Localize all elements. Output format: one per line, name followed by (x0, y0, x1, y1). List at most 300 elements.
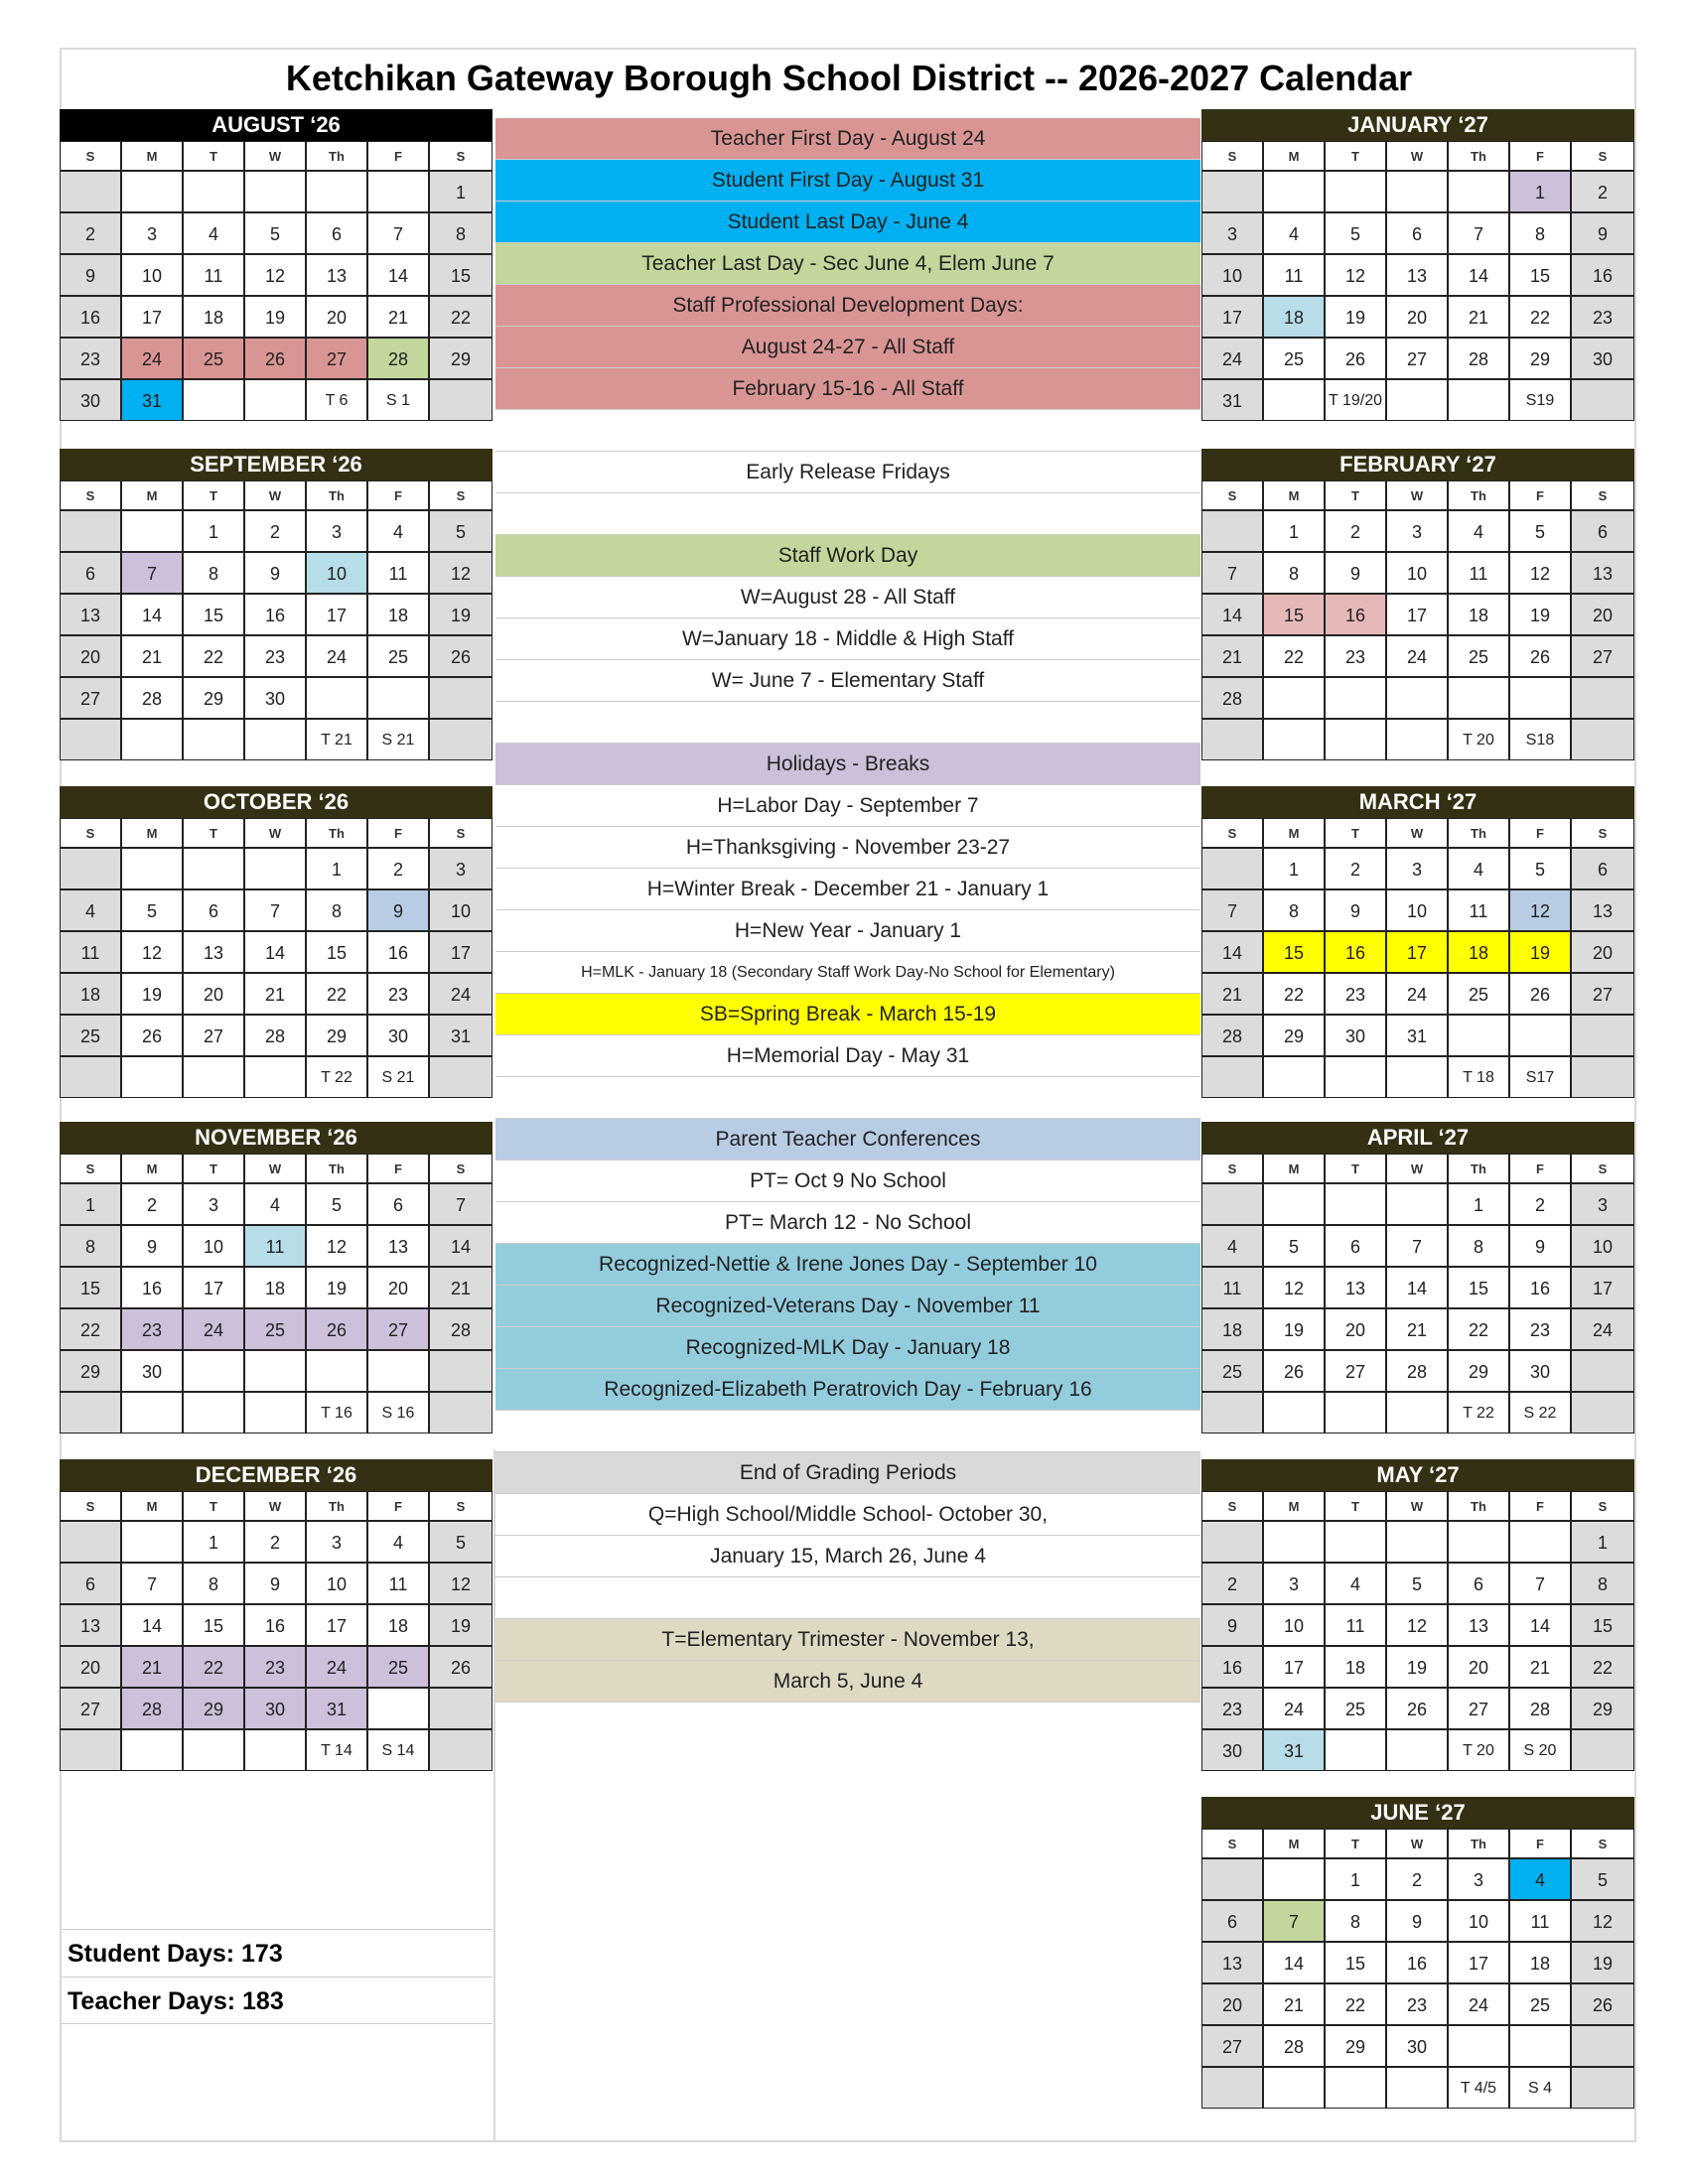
day-cell: 1 (60, 1183, 121, 1225)
day-header: W (244, 480, 306, 510)
legend-row: PT= Oct 9 No School (495, 1160, 1200, 1202)
day-cell: 24 (121, 338, 183, 379)
day-cell: 14 (1386, 1267, 1448, 1308)
day-cell: 4 (1509, 1858, 1571, 1900)
day-cell: 19 (1509, 931, 1571, 973)
legend-row: January 15, March 26, June 4 (495, 1536, 1200, 1577)
day-cell (367, 1688, 429, 1729)
day-cell (1571, 719, 1634, 760)
day-cell (1201, 510, 1263, 552)
day-count-cell: T 20 (1448, 1729, 1509, 1771)
day-cell: 12 (1263, 1267, 1325, 1308)
day-cell: 4 (1263, 212, 1325, 254)
day-cell: 14 (1201, 931, 1263, 973)
day-cell: 10 (183, 1225, 244, 1267)
day-cell: 7 (429, 1183, 492, 1225)
day-cell: 11 (1325, 1604, 1386, 1646)
day-header: Th (306, 1491, 367, 1521)
day-count-cell: S 21 (367, 1056, 429, 1098)
day-cell: 24 (1201, 338, 1263, 379)
day-cell: 31 (121, 379, 183, 421)
day-cell: 9 (1386, 1900, 1448, 1942)
day-cell (1325, 1521, 1386, 1563)
day-cell: 27 (1571, 635, 1634, 677)
day-cell: 29 (1448, 1350, 1509, 1392)
day-header: W (1386, 1829, 1448, 1858)
day-cell: 2 (1509, 1183, 1571, 1225)
day-cell: 23 (121, 1308, 183, 1350)
day-cell (1201, 1521, 1263, 1563)
day-cell: 18 (183, 296, 244, 338)
month-header: MARCH ‘27 (1201, 786, 1634, 818)
day-cell: 3 (1448, 1858, 1509, 1900)
day-header: W (244, 141, 306, 171)
day-cell: 1 (1448, 1183, 1509, 1225)
day-cell: 23 (1509, 1308, 1571, 1350)
day-cell: 23 (1325, 635, 1386, 677)
day-cell: 2 (1201, 1563, 1263, 1604)
day-cell: 10 (1448, 1900, 1509, 1942)
day-cell (1386, 379, 1448, 421)
day-cell: 22 (1263, 635, 1325, 677)
day-cell (244, 1729, 306, 1771)
day-cell: 11 (1201, 1267, 1263, 1308)
day-header: S (429, 818, 492, 848)
day-cell: 17 (306, 1604, 367, 1646)
day-cell: 24 (183, 1308, 244, 1350)
day-cell (1509, 1521, 1571, 1563)
day-cell (1325, 2067, 1386, 2109)
day-cell: 9 (244, 552, 306, 594)
day-cell (1386, 1729, 1448, 1771)
legend-row: H=MLK - January 18 (Secondary Staff Work Day-No School for Elementary) (495, 952, 1200, 994)
day-cell: 6 (60, 552, 121, 594)
day-header: S (60, 141, 121, 171)
day-cell: 4 (1201, 1225, 1263, 1267)
day-cell: 27 (367, 1308, 429, 1350)
day-cell (1263, 677, 1325, 719)
day-cell: 10 (1201, 254, 1263, 296)
day-cell: 9 (121, 1225, 183, 1267)
legend-row: W= June 7 - Elementary Staff (495, 660, 1200, 702)
day-cell: 26 (306, 1308, 367, 1350)
day-cell: 20 (60, 635, 121, 677)
column-divider (493, 1449, 495, 2142)
day-cell (1386, 719, 1448, 760)
day-cell: 5 (1325, 212, 1386, 254)
day-cell: 28 (1509, 1688, 1571, 1729)
day-cell: 13 (367, 1225, 429, 1267)
day-cell: 3 (1386, 510, 1448, 552)
day-cell: 19 (1571, 1942, 1634, 1983)
day-cell: 31 (1263, 1729, 1325, 1771)
day-cell: 22 (1325, 1983, 1386, 2025)
day-cell (1571, 1056, 1634, 1098)
day-cell: 20 (183, 973, 244, 1015)
legend-row: H=Memorial Day - May 31 (495, 1035, 1200, 1077)
day-cell: 21 (1201, 635, 1263, 677)
day-cell: 8 (306, 889, 367, 931)
day-cell: 2 (244, 510, 306, 552)
day-cell: 2 (121, 1183, 183, 1225)
day-cell: 29 (183, 677, 244, 719)
day-cell (1448, 171, 1509, 212)
day-header: T (183, 1491, 244, 1521)
day-cell: 13 (1386, 254, 1448, 296)
day-cell: 21 (1201, 973, 1263, 1015)
day-cell: 25 (367, 635, 429, 677)
day-cell: 7 (244, 889, 306, 931)
day-cell: 14 (121, 594, 183, 635)
month-header: SEPTEMBER ‘26 (60, 449, 492, 480)
day-cell (244, 848, 306, 889)
day-cell: 29 (306, 1015, 367, 1056)
day-cell: 23 (244, 635, 306, 677)
day-cell (306, 1350, 367, 1392)
day-header: M (121, 480, 183, 510)
day-cell (60, 1521, 121, 1563)
day-cell (1386, 1392, 1448, 1433)
day-cell: 11 (1263, 254, 1325, 296)
legend-row: Parent Teacher Conferences (495, 1119, 1200, 1160)
legend-row: Student First Day - August 31 (495, 160, 1200, 202)
day-cell: 20 (60, 1646, 121, 1688)
day-cell (121, 719, 183, 760)
day-cell: 8 (1571, 1563, 1634, 1604)
day-cell: 28 (1448, 338, 1509, 379)
day-cell: 4 (1448, 510, 1509, 552)
day-header: M (1263, 1491, 1325, 1521)
day-cell: 21 (1263, 1983, 1325, 2025)
day-cell: 6 (306, 212, 367, 254)
day-cell (60, 848, 121, 889)
day-cell: 29 (60, 1350, 121, 1392)
day-cell (1448, 677, 1509, 719)
day-cell: 8 (60, 1225, 121, 1267)
day-cell: 25 (367, 1646, 429, 1688)
day-cell (429, 1688, 492, 1729)
legend-row: SB=Spring Break - March 15-19 (495, 994, 1200, 1035)
day-cell: 5 (244, 212, 306, 254)
day-count-cell: S 4 (1509, 2067, 1571, 2109)
day-header: T (183, 480, 244, 510)
day-cell: 13 (60, 594, 121, 635)
day-cell: 22 (429, 296, 492, 338)
day-cell (1201, 2067, 1263, 2109)
day-cell (1386, 1521, 1448, 1563)
day-cell (244, 1392, 306, 1433)
day-cell: 21 (244, 973, 306, 1015)
day-cell: 18 (1448, 931, 1509, 973)
day-header: S (1571, 1154, 1634, 1183)
day-cell (429, 379, 492, 421)
day-cell (183, 719, 244, 760)
day-cell (183, 848, 244, 889)
student-days-total: Student Days: 173 (62, 1929, 492, 1977)
day-cell (1325, 1392, 1386, 1433)
day-cell: 26 (1386, 1688, 1448, 1729)
day-cell (121, 848, 183, 889)
day-cell: 2 (367, 848, 429, 889)
day-header: W (1386, 1154, 1448, 1183)
day-cell: 3 (306, 1521, 367, 1563)
day-count-cell: S 14 (367, 1729, 429, 1771)
day-cell (1571, 1729, 1634, 1771)
legend-spacer (495, 702, 1200, 744)
day-cell: 30 (1325, 1015, 1386, 1056)
legend-spacer (495, 493, 1200, 535)
day-header: S (429, 480, 492, 510)
day-cell: 14 (1201, 594, 1263, 635)
month-header: MAY ‘27 (1201, 1459, 1634, 1491)
day-count-cell: T 4/5 (1448, 2067, 1509, 2109)
day-cell: 20 (306, 296, 367, 338)
day-header: T (183, 818, 244, 848)
day-cell (306, 677, 367, 719)
day-cell: 16 (1201, 1646, 1263, 1688)
day-cell: 11 (367, 1563, 429, 1604)
day-cell: 2 (60, 212, 121, 254)
month-header: AUGUST ‘26 (60, 109, 492, 141)
day-cell: 23 (1571, 296, 1634, 338)
day-cell: 8 (1263, 552, 1325, 594)
day-header: Th (306, 480, 367, 510)
day-cell: 22 (1263, 973, 1325, 1015)
day-cell: 6 (1571, 848, 1634, 889)
day-cell: 12 (1571, 1900, 1634, 1942)
day-cell: 6 (1448, 1563, 1509, 1604)
day-cell: 1 (1263, 510, 1325, 552)
day-cell: 30 (121, 1350, 183, 1392)
day-cell: 19 (121, 973, 183, 1015)
day-cell: 1 (429, 171, 492, 212)
day-cell (121, 1521, 183, 1563)
day-cell: 10 (1386, 889, 1448, 931)
day-cell (1571, 1015, 1634, 1056)
day-cell: 27 (1386, 338, 1448, 379)
day-cell: 8 (183, 1563, 244, 1604)
day-cell: 16 (244, 1604, 306, 1646)
month-header: JANUARY ‘27 (1201, 109, 1634, 141)
day-cell: 10 (121, 254, 183, 296)
day-header: Th (1448, 1491, 1509, 1521)
day-cell: 19 (1509, 594, 1571, 635)
day-cell: 17 (1448, 1942, 1509, 1983)
day-header: T (1325, 818, 1386, 848)
day-cell: 15 (1325, 1942, 1386, 1983)
day-cell: 5 (1386, 1563, 1448, 1604)
day-cell: 21 (429, 1267, 492, 1308)
day-cell: 23 (1325, 973, 1386, 1015)
day-cell: 13 (1448, 1604, 1509, 1646)
day-cell: 14 (1263, 1942, 1325, 1983)
day-cell: 13 (1201, 1942, 1263, 1983)
day-cell: 24 (306, 635, 367, 677)
day-cell: 11 (244, 1225, 306, 1267)
day-header: F (1509, 1154, 1571, 1183)
day-cell: 15 (429, 254, 492, 296)
legend-row: Q=High School/Middle School- October 30, (495, 1494, 1200, 1536)
day-cell: 18 (60, 973, 121, 1015)
day-cell (1201, 1858, 1263, 1900)
day-cell (1325, 1183, 1386, 1225)
day-header: S (60, 1491, 121, 1521)
day-cell: 23 (1201, 1688, 1263, 1729)
day-cell: 19 (244, 296, 306, 338)
day-cell: 14 (1509, 1604, 1571, 1646)
day-header: S (1571, 1829, 1634, 1858)
day-header: M (1263, 1829, 1325, 1858)
day-cell: 1 (1263, 848, 1325, 889)
day-cell (1386, 1056, 1448, 1098)
day-cell: 16 (1386, 1942, 1448, 1983)
day-cell (1201, 719, 1263, 760)
day-header: M (121, 141, 183, 171)
day-cell: 22 (183, 1646, 244, 1688)
day-header: F (367, 1491, 429, 1521)
day-cell: 24 (306, 1646, 367, 1688)
day-cell: 28 (244, 1015, 306, 1056)
day-header: Th (1448, 1829, 1509, 1858)
day-cell: 28 (121, 677, 183, 719)
day-cell: 10 (306, 1563, 367, 1604)
day-cell: 25 (183, 338, 244, 379)
day-count-cell: S 16 (367, 1392, 429, 1433)
day-cell: 18 (1448, 594, 1509, 635)
legend-row: End of Grading Periods (495, 1452, 1200, 1494)
day-header: W (244, 1491, 306, 1521)
day-cell: 12 (1509, 552, 1571, 594)
day-cell: 13 (1571, 552, 1634, 594)
day-cell: 7 (1201, 552, 1263, 594)
day-cell: 4 (60, 889, 121, 931)
day-cell: 21 (121, 635, 183, 677)
day-cell (429, 677, 492, 719)
day-cell: 20 (367, 1267, 429, 1308)
day-cell (1325, 677, 1386, 719)
day-cell: 24 (1386, 973, 1448, 1015)
day-cell: 28 (1201, 677, 1263, 719)
day-header: F (367, 480, 429, 510)
day-cell: 9 (244, 1563, 306, 1604)
day-cell: 2 (1325, 848, 1386, 889)
day-cell (121, 1056, 183, 1098)
legend-row: March 5, June 4 (495, 1661, 1200, 1703)
day-cell: 8 (1509, 212, 1571, 254)
month-header: DECEMBER ‘26 (60, 1459, 492, 1491)
day-cell: 12 (1509, 889, 1571, 931)
day-cell (60, 171, 121, 212)
day-cell (1509, 1015, 1571, 1056)
day-cell: 26 (244, 338, 306, 379)
legend-row: T=Elementary Trimester - November 13, (495, 1619, 1200, 1661)
day-cell: 22 (1509, 296, 1571, 338)
day-cell: 20 (1571, 594, 1634, 635)
day-cell (1263, 719, 1325, 760)
day-cell (60, 719, 121, 760)
day-cell: 26 (1509, 635, 1571, 677)
day-cell: 20 (1325, 1308, 1386, 1350)
day-cell: 30 (367, 1015, 429, 1056)
day-cell (1571, 2025, 1634, 2067)
day-cell: 6 (1571, 510, 1634, 552)
day-cell: 27 (60, 1688, 121, 1729)
day-cell: 21 (121, 1646, 183, 1688)
day-count-cell: T 20 (1448, 719, 1509, 760)
day-cell: 20 (1448, 1646, 1509, 1688)
day-cell: 22 (306, 973, 367, 1015)
day-cell (1325, 719, 1386, 760)
day-cell (1325, 171, 1386, 212)
day-cell: 9 (1509, 1225, 1571, 1267)
day-cell (429, 719, 492, 760)
day-cell: 6 (1386, 212, 1448, 254)
day-cell (183, 1350, 244, 1392)
day-cell (1263, 171, 1325, 212)
legend-row: Recognized-Elizabeth Peratrovich Day - February 16 (495, 1369, 1200, 1411)
day-count-cell: S 20 (1509, 1729, 1571, 1771)
day-cell: 18 (1509, 1942, 1571, 1983)
day-header: Th (306, 818, 367, 848)
day-cell: 6 (367, 1183, 429, 1225)
day-cell: 18 (1325, 1646, 1386, 1688)
day-cell (1263, 1183, 1325, 1225)
day-cell: 4 (183, 212, 244, 254)
day-cell (121, 171, 183, 212)
day-cell (1386, 171, 1448, 212)
day-cell: 19 (1386, 1646, 1448, 1688)
legend-row: Early Release Fridays (495, 452, 1200, 493)
day-cell: 9 (1325, 552, 1386, 594)
day-header: F (1509, 480, 1571, 510)
day-cell: 3 (1263, 1563, 1325, 1604)
day-cell: 11 (1448, 552, 1509, 594)
day-cell: 15 (1509, 254, 1571, 296)
day-header: M (1263, 480, 1325, 510)
day-cell: 24 (1571, 1308, 1634, 1350)
day-header: F (367, 141, 429, 171)
day-header: F (1509, 818, 1571, 848)
day-cell (1325, 1056, 1386, 1098)
day-header: M (121, 818, 183, 848)
day-count-cell: T 16 (306, 1392, 367, 1433)
day-header: M (1263, 818, 1325, 848)
day-count-cell: T 6 (306, 379, 367, 421)
day-cell: 27 (306, 338, 367, 379)
day-cell (183, 1729, 244, 1771)
day-cell: 25 (1509, 1983, 1571, 2025)
day-cell (429, 1392, 492, 1433)
day-cell: 18 (367, 1604, 429, 1646)
day-cell: 30 (1386, 2025, 1448, 2067)
day-cell: 5 (1509, 510, 1571, 552)
day-cell: 5 (306, 1183, 367, 1225)
day-cell: 7 (1263, 1900, 1325, 1942)
day-header: S (1201, 141, 1263, 171)
day-cell: 8 (1263, 889, 1325, 931)
day-cell: 15 (183, 1604, 244, 1646)
day-count-cell: S18 (1509, 719, 1571, 760)
day-cell (121, 1729, 183, 1771)
legend-row: August 24-27 - All Staff (495, 327, 1200, 368)
legend-row: Teacher Last Day - Sec June 4, Elem June 7 (495, 243, 1200, 285)
day-cell: 10 (1386, 552, 1448, 594)
day-cell: 28 (121, 1688, 183, 1729)
day-cell (60, 1729, 121, 1771)
day-cell: 29 (1509, 338, 1571, 379)
day-count-cell: T 18 (1448, 1056, 1509, 1098)
day-cell: 2 (1571, 171, 1634, 212)
